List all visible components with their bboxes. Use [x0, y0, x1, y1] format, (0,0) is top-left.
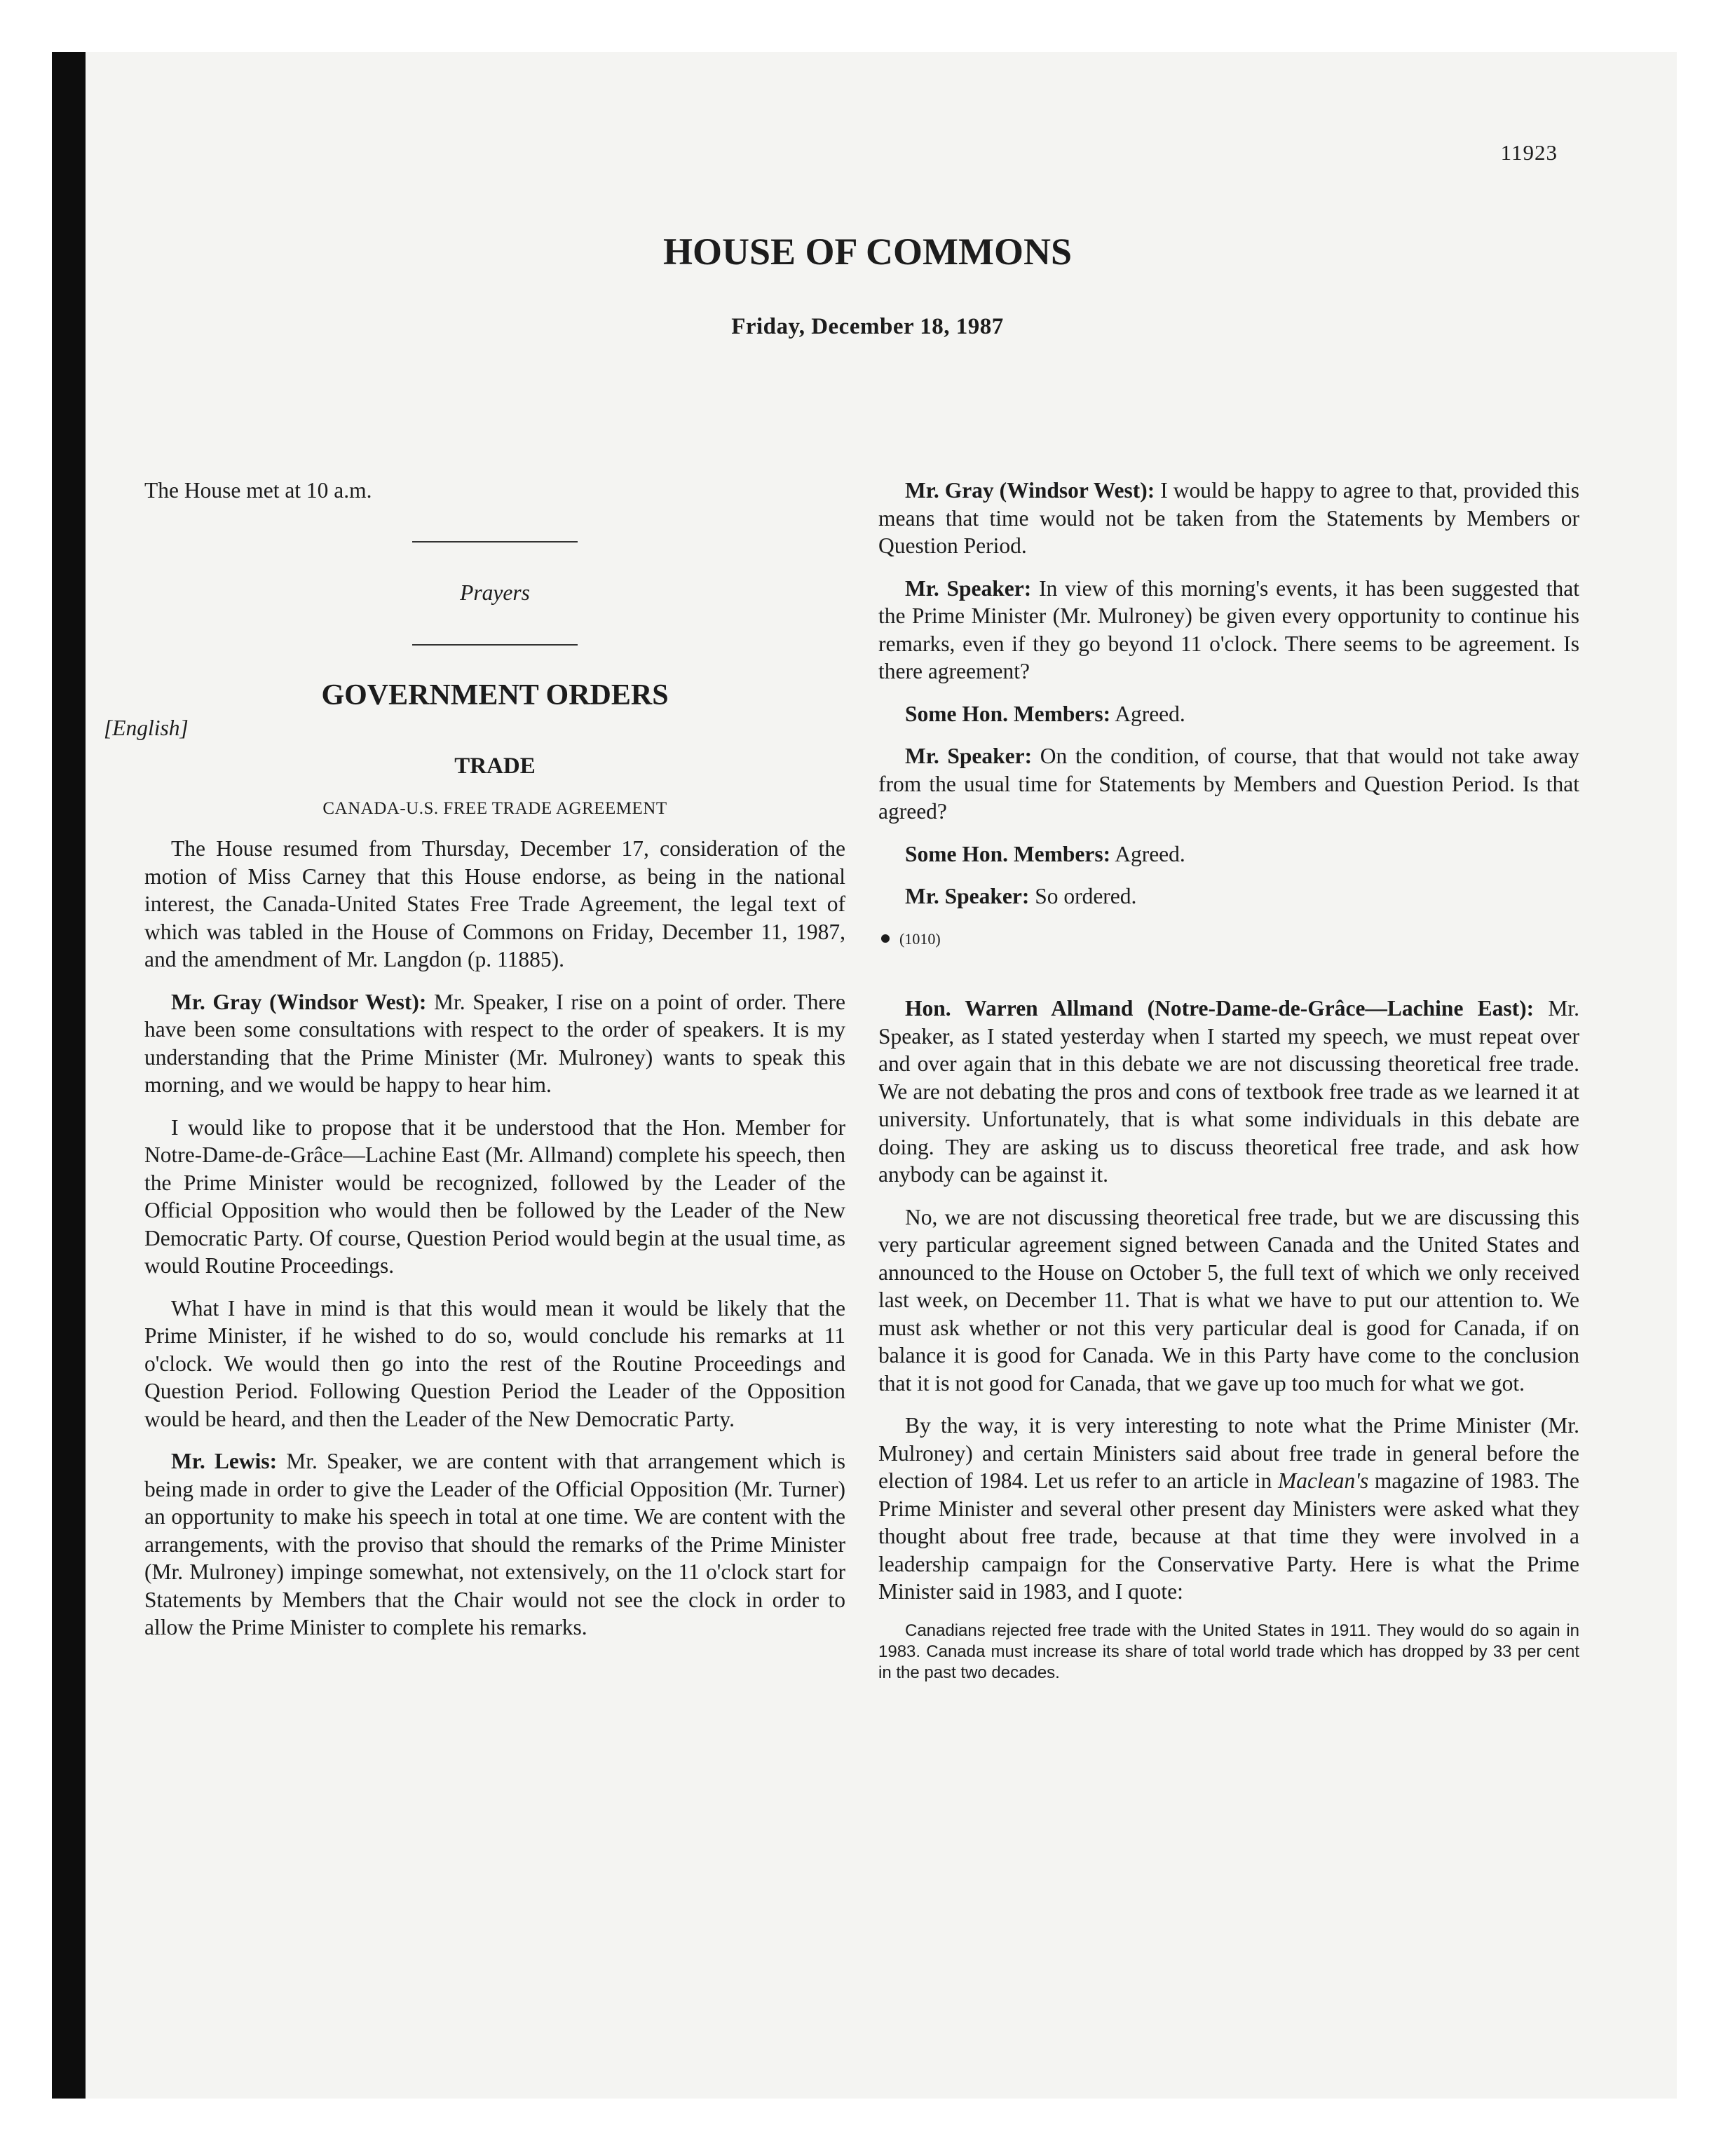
speech-text: On the condition, of course, that that would not take away from the usual time for Statements by Members and Question Period. Is that agreed? [878, 744, 1579, 824]
speech-text: Mr. Speaker, we are content with that arrangement which is being made in order to give the Leader of the Official Opposition (Mr. Turner) an opportunity to make his speech in total at one time. We are content with the arrangements, with the proviso that should the remarks of the Prime Minister (Mr. Mulroney) impinge somewhat, not extensively, on the 11 o'clock start for Statements by Members that the Chair would not see the clock in order to allow the Prime Minister to complete his remarks. [144, 1449, 846, 1639]
resumption-paragraph: The House resumed from Thursday, December 17, consideration of the motion of Miss Carney that this House endorse, as being in the national interest, the Canada-United States Free Trade Agreement, the legal text of which was tabled in the House of Commons on Friday, December 11, 1987, and the amendment of Mr. Langdon (p. 11885). [144, 836, 845, 971]
speech-text: magazine of 1983. The Prime Minister and several other present day Ministers were asked what they thought about free trade, because at that time they were involved in a leadership campaign for the Conservative Party. Here is what the Prime Minister said in 1983, and I quote: [878, 1468, 1580, 1604]
speech-text: I would be happy to agree to that, provided this means that time would not be taken from the Statements by Members or Question Period. [878, 478, 1580, 558]
page-number: 11923 [1500, 140, 1558, 165]
speech-text: So ordered. [1029, 884, 1137, 908]
right-column [878, 477, 1579, 1698]
divider-rule [412, 541, 578, 543]
speech-paragraph [878, 1412, 1579, 1606]
timestamp-text: (1010) [899, 929, 941, 948]
speaker-name: Mr. Speaker: [905, 884, 1030, 908]
speech-text: By the way, it is very interesting to note what the Prime Minister (Mr. Mulroney) and certain Ministers said about free trade in general before the election of 1984. Let us refer to an article in [878, 1413, 1579, 1493]
speech-paragraph [878, 882, 1579, 910]
speaker-name: Hon. Warren Allmand (Notre-Dame-de-Grâce—Lachine East): [905, 996, 1535, 1021]
speech-paragraph: What I have in mind is that this would mean it would be likely that the Prime Minister, if he wished to do so, would conclude his remarks at 11 o'clock. We would then go into the rest of the Routine Proceedings and Question Period. Following Question Period the Leader of the Opposition would be heard, and then the Leader of the New Democratic Party. [144, 1295, 845, 1431]
language-marker: [English] [104, 715, 189, 740]
magazine-title: Maclean's [1278, 1468, 1369, 1493]
speaker-name: Mr. Gray (Windsor West): [171, 989, 427, 1014]
speech-paragraph [878, 700, 1579, 728]
speech-paragraph: I would like to propose that it be understood that the Hon. Member for Notre-Dame-de-Grâce—Lachine East (Mr. Allmand) complete his speech, then the Prime Minister would be recognized, followed by the Leader of the Official Opposition who would then be followed by the Leader of the New Democratic Party. Of course, Question Period would begin at the usual time, as would Routine Proceedings. [144, 1114, 845, 1278]
sitting-date: Friday, December 18, 1987 [731, 314, 1004, 339]
speaker-name: Mr. Speaker: [905, 744, 1033, 768]
speaker-name: Mr. Speaker: [905, 575, 1032, 601]
speech-text: Agreed. [1110, 701, 1185, 726]
speech-paragraph: No, we are not discussing theoretical free trade, but we are discussing this very particular agreement signed between Canada and the United States and announced to the House on October 5, the full text of which we only received last week, on December 11. That is what we have to put our attention to. We must ask whether or not this very particular deal is good for Canada, if on balance it is good for Canada. We in this Party have come to the conclusion that it is not good for Canada, that we gave up too much for what we got. [878, 1204, 1579, 1396]
speech-paragraph [144, 988, 845, 1099]
sub-sub-heading: CANADA-U.S. FREE TRADE AGREEMENT [322, 798, 667, 818]
speaker-name: Mr. Gray (Windsor West): [905, 478, 1155, 503]
speech-paragraph [878, 477, 1579, 560]
speech-text: Agreed. [1110, 841, 1185, 866]
section-heading: GOVERNMENT ORDERS [321, 679, 669, 711]
speech-paragraph [878, 742, 1579, 826]
page-title: HOUSE OF COMMONS [662, 231, 1072, 273]
speech-paragraph [144, 1447, 845, 1642]
bullet-icon [881, 934, 890, 943]
speaker-name: Some Hon. Members: [905, 841, 1111, 866]
scan-binding-edge [52, 52, 86, 2099]
sub-heading: TRADE [454, 753, 536, 779]
block-quote: Canadians rejected free trade with the United States in 1911. They would do so again in 1983. Canada must increase its share of total world trade which has dropped by 33 per cent in the past two decades. [878, 1621, 1579, 1682]
timestamp-marker [878, 925, 1579, 953]
speech-paragraph [878, 995, 1579, 1189]
speech-text: In view of this morning's events, it has been suggested that the Prime Minister (Mr. Mulroney) be given every opportunity to continue his remarks, even if they go beyond 11 o'clock. There seems to be agreement. Is there agreement? [878, 575, 1580, 683]
opening-line: The House met at 10 a.m. [144, 478, 372, 503]
speaker-name: Mr. Lewis: [171, 1449, 278, 1473]
speech-text: Mr. Speaker, as I stated yesterday when I started my speech, we must repeat over and over again that in this debate we are not discussing theoretical free trade. We are not debating the pros and cons of textbook free trade as we learned it at university. Unfortunately, that is what some individuals in this debate are doing. They are asking us to discuss theoretical free trade, and ask how anybody can be against it. [878, 996, 1579, 1187]
speech-text: Mr. Speaker, I rise on a point of order. There have been some consultations with respect to the order of speakers. It is my understanding that the Prime Minister (Mr. Mulroney) wants to speak this morning, and we would be happy to hear him. [144, 989, 845, 1097]
speech-paragraph [878, 840, 1579, 868]
speaker-name: Some Hon. Members: [905, 701, 1111, 726]
speech-paragraph [878, 575, 1579, 685]
left-column [104, 477, 846, 1656]
divider-rule [412, 644, 578, 646]
prayers-heading: Prayers [460, 580, 530, 605]
